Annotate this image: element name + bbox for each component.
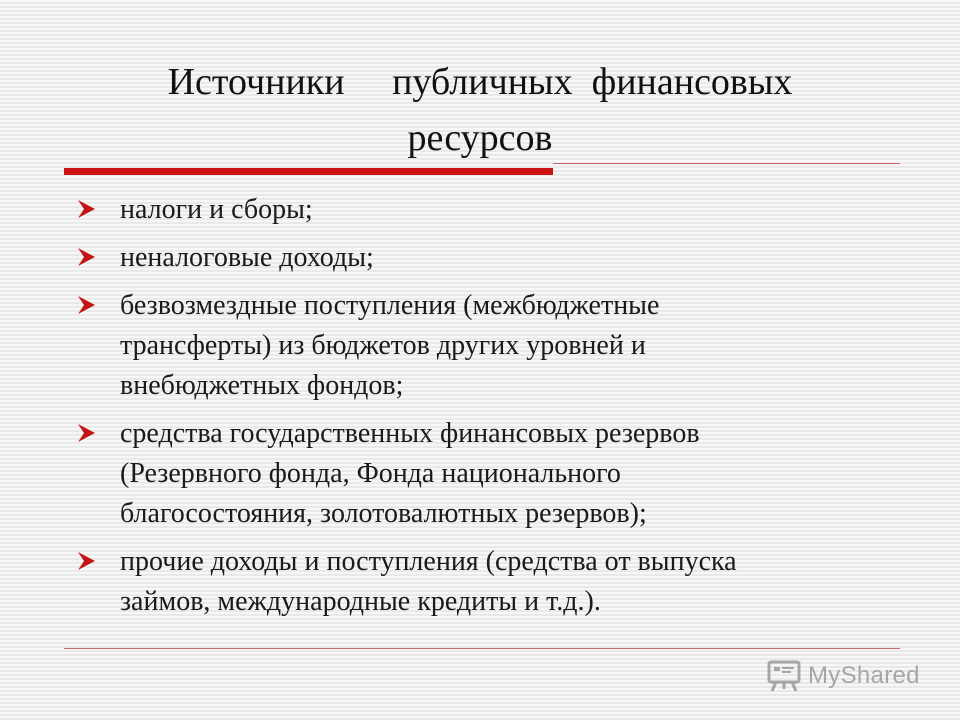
- slide-title: [60, 54, 900, 166]
- footer-divider: [64, 648, 900, 649]
- bullet-text-line: налоги и сборы;: [120, 194, 313, 225]
- bullet-item-other-income: [74, 542, 894, 622]
- watermark-text: MyShared: [808, 662, 920, 689]
- bullet-text-line: безвозмездные поступления (межбюджетные: [120, 290, 660, 321]
- bullet-text-line: трансферты) из бюджетов других уровней и: [120, 330, 646, 361]
- title-underline-red: [64, 168, 553, 175]
- bullet-item-gratuitous-receipts: [74, 286, 894, 406]
- arrow-chevron-icon: [76, 295, 96, 315]
- bullet-item-non-tax-income: [74, 238, 894, 278]
- bullet-text-line: благосостояния, золотовалютных резервов);: [120, 498, 647, 529]
- title-line-2: ресурсов: [407, 117, 553, 159]
- bullet-text-line: прочие доходы и поступления (средства от выпуска: [120, 546, 737, 577]
- bullet-list: [74, 190, 894, 630]
- arrow-chevron-icon: [76, 551, 96, 571]
- arrow-chevron-icon: [76, 199, 96, 219]
- bullet-text-line: внебюджетных фондов;: [120, 370, 404, 401]
- bullet-text-line: (Резервного фонда, Фонда национального: [120, 458, 621, 489]
- bullet-text-line: займов, международные кредиты и т.д.).: [120, 586, 601, 617]
- bullet-item-taxes: [74, 190, 894, 230]
- bullet-text-line: средства государственных финансовых резервов: [120, 418, 700, 449]
- title-line-1: Источники публичных финансовых: [167, 61, 793, 103]
- presentation-board-icon: [766, 659, 802, 693]
- bullet-text-line: неналоговые доходы;: [120, 242, 374, 273]
- bullet-item-state-reserves: [74, 414, 894, 534]
- arrow-chevron-icon: [76, 247, 96, 267]
- title-underline-thin: [553, 163, 900, 164]
- watermark-logo: [766, 656, 920, 696]
- arrow-chevron-icon: [76, 423, 96, 443]
